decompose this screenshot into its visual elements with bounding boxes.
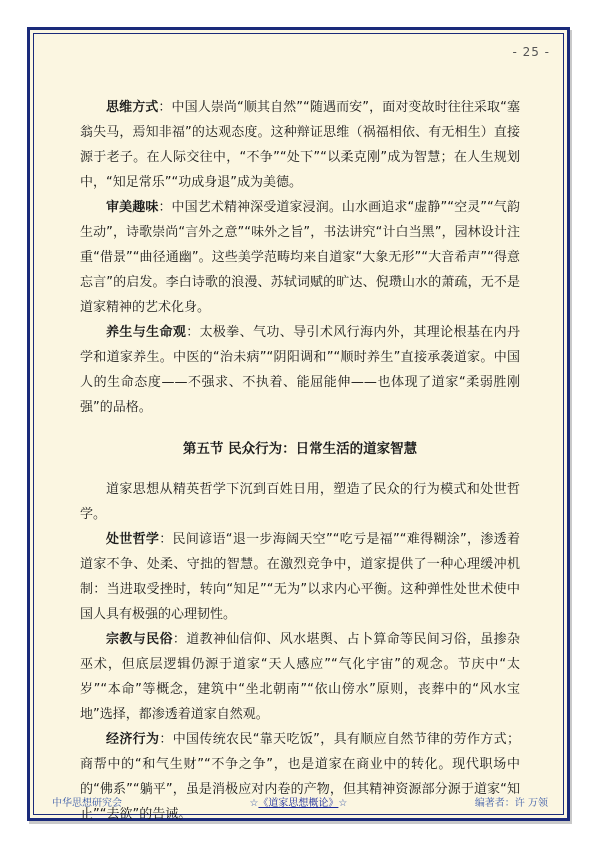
paragraph-worldly — [80, 527, 520, 627]
paragraph-intro: 道家思想从精英哲学下沉到百姓日用，塑造了民众的行为模式和处世哲学。 — [80, 482, 520, 522]
page-footer — [52, 794, 548, 809]
star-icon: ☆ — [338, 798, 348, 809]
text-aesthetics: ：中国艺术精神深受道家浸润。山水画追求“虚静”“空灵”“气韵生动”，诗歌崇尚“言外之意”“味外之旨”，书法讲究“计白当黑”，园林设计注重“借景”“曲径通幽”。这些美学范畴均来自道家“大象无形”“大音希声”“得意忘言”的启发。李白诗歌的浪漫、苏轼词赋的旷达、倪瓒山水的萧疏，无不是道家精神的艺术化身。 — [80, 200, 520, 315]
paragraph-economy — [80, 727, 520, 827]
page-number: - 25 - — [512, 45, 550, 59]
term-worldly: 处世哲学 — [106, 532, 160, 547]
page-content — [80, 95, 520, 827]
book-title-link[interactable]: 《道家思想概论》 — [258, 798, 339, 809]
term-economy: 经济行为 — [106, 732, 160, 747]
section-title: 第五节 民众行为：日常生活的道家智慧 — [182, 441, 418, 457]
text-thinking: ：中国人崇尚“顺其自然”“随遇而安”，面对变故时往往采取“塞翁失马，焉知非福”的达观态度。这种辩证思维（祸福相依、有无相生）直接源于老子。在人际交往中，“不争”“处下”“以柔克刚”成为智慧；在人生规划中，“知足常乐”“功成身退”成为美德。 — [80, 100, 520, 190]
paragraph-thinking — [80, 95, 520, 195]
paragraph-aesthetics — [80, 195, 520, 320]
text-economy: ：中国传统农民“靠天吃饭”，具有顺应自然节律的劳作方式；商帮中的“和气生财”“不争之争”，也是道家在商业中的转化。现代职场中的“佛系”“躺平”，虽是消极应对内卷的产物，但其精神资源部分源于道家“知止”“去欲”的告诫。 — [80, 732, 520, 822]
term-religion: 宗教与民俗 — [106, 632, 173, 647]
text-religion: ：道教神仙信仰、风水堪舆、占卜算命等民间习俗，虽掺杂巫术，但底层逻辑仍源于道家“天人感应”“气化宇宙”的观念。节庆中“太岁”“本命”等概念，建筑中“坐北朝南”“依山傍水”原则，丧葬中的“风水宝地”选择，都渗透着道家自然观。 — [80, 632, 520, 722]
footer-author: 编著者：许 万领 — [474, 798, 548, 809]
term-health: 养生与生命观 — [106, 325, 187, 340]
term-thinking: 思维方式 — [106, 100, 159, 115]
footer-book-title — [249, 794, 347, 809]
paragraph-religion — [80, 627, 520, 727]
paragraph-health — [80, 320, 520, 420]
star-icon: ☆ — [249, 798, 259, 809]
footer-organization: 中华思想研究会 — [52, 798, 122, 809]
text-worldly: ：民间谚语“退一步海阔天空”“吃亏是福”“难得糊涂”，渗透着道家不争、处柔、守拙的智慧。在激烈竞争中，道家提供了一种心理缓冲机制：当进取受挫时，转向“知足”“无为”以求内心平衡。这种弹性处世术使中国人具有极强的心理韧性。 — [80, 532, 520, 622]
text-health: ：太极拳、气功、导引术风行海内外，其理论根基在内丹学和道家养生。中医的“治未病”“阴阳调和”“顺时养生”直接承袭道家。中国人的生命态度——不强求、不执着、能屈能伸——也体现了道家“柔弱胜刚强”的品格。 — [80, 325, 520, 415]
term-aesthetics: 审美趣味 — [106, 200, 159, 215]
